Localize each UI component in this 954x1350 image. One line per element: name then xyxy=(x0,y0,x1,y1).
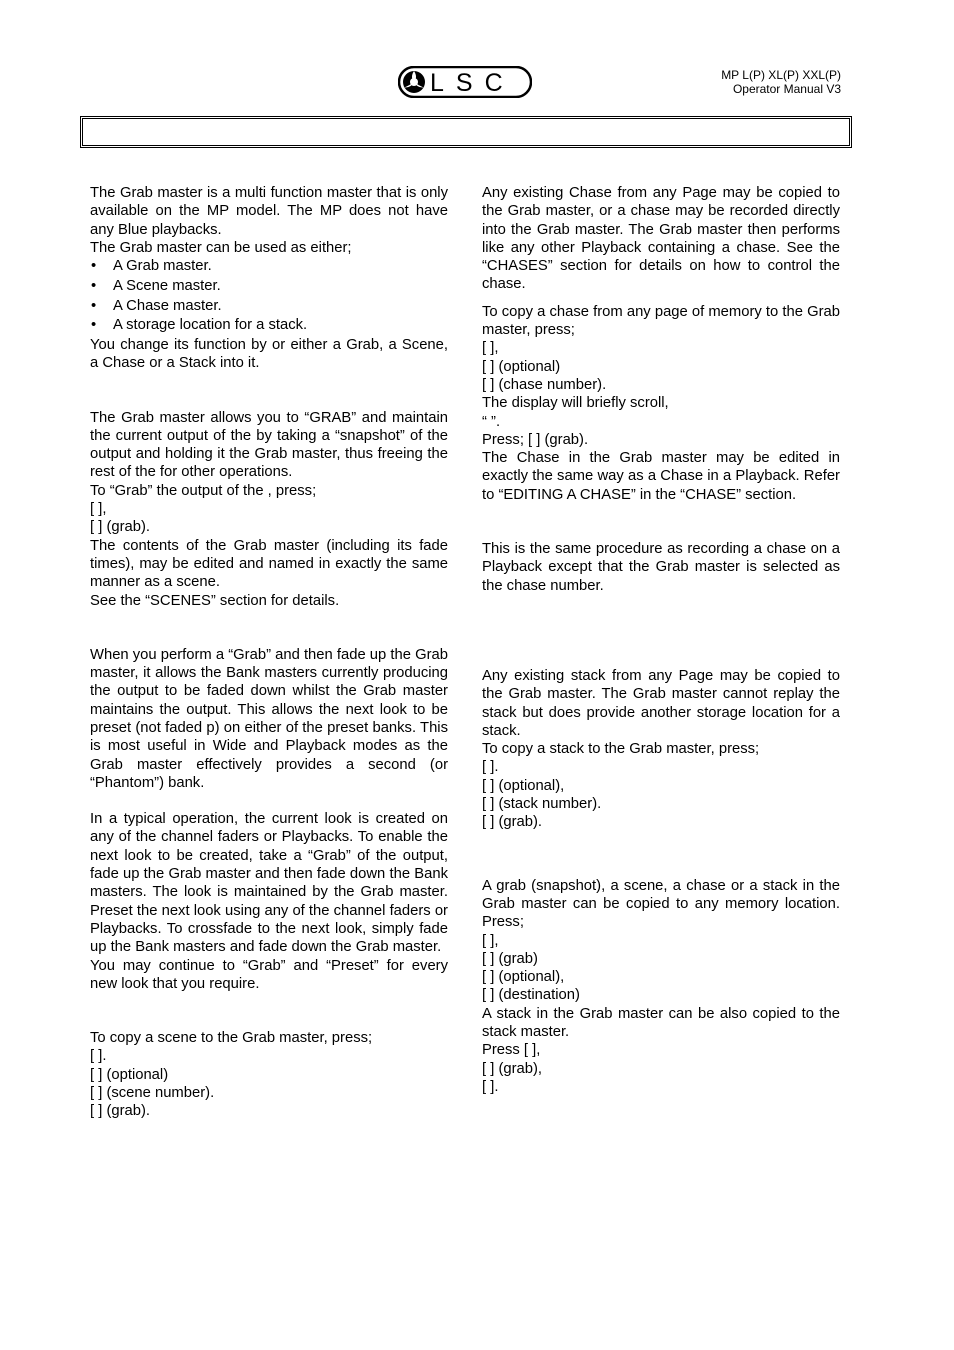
logo-text: LSC xyxy=(430,69,515,97)
key-sequence: [ ] (grab) xyxy=(482,950,538,967)
key-sequence: Press; [ ] (grab). xyxy=(482,431,589,448)
key-sequence: [ ] (grab). xyxy=(90,519,151,536)
key-sequence: [ ] (stack number). xyxy=(482,796,602,813)
paragraph: The Grab master is a multi function master that is only available on the MP model. The MP does not have any Blue playbacks. xyxy=(90,185,448,238)
paragraph: When you perform a “Grab” and then fade up the Grab master, it allows the Bank masters currently producing the output to be faded down whilst the Grab master maintains the output. This allows the next look to be preset (not faded p) on either of the preset banks. This is most useful in Wide and Playback modes as the Grab master effectively provides a second (or “Phantom”) bank. xyxy=(90,646,448,791)
key-sequence: [ ] (destination) xyxy=(482,987,580,1004)
key-sequence: [ ] (grab). xyxy=(90,1103,151,1120)
list-item: • A Grab master. xyxy=(90,257,448,275)
paragraph: A grab (snapshot), a scene, a chase or a stack in the Grab master can be copied to any memory location. Press; xyxy=(482,877,840,931)
paragraph: This is the same procedure as recording a chase on a Playback except that the Grab master is selected as the chase number. xyxy=(482,541,840,594)
key-sequence: [ ] (chase number). xyxy=(482,376,607,393)
left-column xyxy=(90,184,448,1121)
paragraph: The Chase in the Grab master may be edited in exactly the same way as a Chase in a Playback. Refer to “EDITING A CHASE” in the “CHASE” section. xyxy=(482,450,840,503)
paragraph: You may continue to “Grab” and “Preset” for every new look that you require. xyxy=(90,957,448,992)
paragraph: Any existing Chase from any Page may be copied to the Grab master, or a chase may be recorded directly into the Grab master. The Grab master then performs like any other Playback containing a chase. See the “CHASES” section for details on how to control the chase. xyxy=(482,185,840,293)
function-list xyxy=(90,257,448,334)
header-manual: Operator Manual V3 xyxy=(732,82,841,96)
paragraph: To copy a chase from any page of memory to the Grab master, press; xyxy=(482,303,840,339)
key-sequence: [ ] (optional) xyxy=(482,358,561,375)
key-sequence: [ ]. xyxy=(482,1078,499,1095)
list-item: • A storage location for a stack. xyxy=(90,316,448,334)
key-sequence: [ ], xyxy=(482,340,499,357)
paragraph: The display will briefly scroll, xyxy=(482,395,669,412)
key-sequence: [ ]. xyxy=(482,759,499,776)
key-sequence: [ ] (optional) xyxy=(90,1066,169,1083)
paragraph: A stack in the Grab master can be also copied to the stack master. xyxy=(482,1005,840,1040)
paragraph: The Grab master allows you to “GRAB” and maintain the current output of the by taking a “snapshot” of the output and holding it the Grab master, thus freeing the rest of the for other operations. xyxy=(90,409,448,481)
paragraph: To copy a scene to the Grab master, press; xyxy=(90,1030,373,1047)
paragraph: To “Grab” the output of the , press; xyxy=(90,482,317,499)
paragraph: Any existing stack from any Page may be copied to the Grab master. The Grab master cannot replay the stack but does provide another storage location for a stack. xyxy=(482,667,840,739)
paragraph: The Grab master can be used as either; xyxy=(90,239,352,256)
paragraph: In a typical operation, the current look is created on any of the channel faders or Playbacks. To enable the next look to be created, take a “Grab” of the output, fade up the Grab master and then fade down the Bank masters. The look is maintained by the Grab master. Preset the next look using any of the channel faders or Playbacks. To crossfade to the next look, simply fade up the Bank masters and fade down the Grab master. xyxy=(90,811,448,956)
section-title-box xyxy=(80,116,852,148)
document-header xyxy=(721,68,841,96)
list-item: • A Scene master. xyxy=(90,277,448,295)
list-item: • A Chase master. xyxy=(90,297,448,315)
key-sequence: [ ] (optional), xyxy=(482,777,565,794)
paragraph: To copy a stack to the Grab master, press; xyxy=(482,741,760,758)
display-text: “ ”. xyxy=(482,413,501,430)
key-sequence: [ ] (grab), xyxy=(482,1060,543,1077)
key-sequence: [ ]. xyxy=(90,1048,107,1065)
paragraph: You change its function by or either a Grab, a Scene, a Chase or a Stack into it. xyxy=(90,336,448,372)
key-sequence: [ ] (optional), xyxy=(482,969,565,986)
right-column xyxy=(482,184,840,1096)
key-sequence: [ ] (scene number). xyxy=(90,1085,215,1102)
key-sequence: [ ], xyxy=(482,932,499,949)
key-sequence: Press [ ], xyxy=(482,1042,541,1059)
key-sequence: [ ], xyxy=(90,501,107,518)
lsc-logo xyxy=(398,66,532,98)
key-sequence: [ ] (grab). xyxy=(482,814,543,831)
header-model: MP L(P) XL(P) XXL(P) xyxy=(721,68,841,82)
paragraph: The contents of the Grab master (including its fade times), may be edited and named in exactly the same manner as a scene. xyxy=(90,537,448,591)
paragraph: See the “SCENES” section for details. xyxy=(90,592,340,609)
